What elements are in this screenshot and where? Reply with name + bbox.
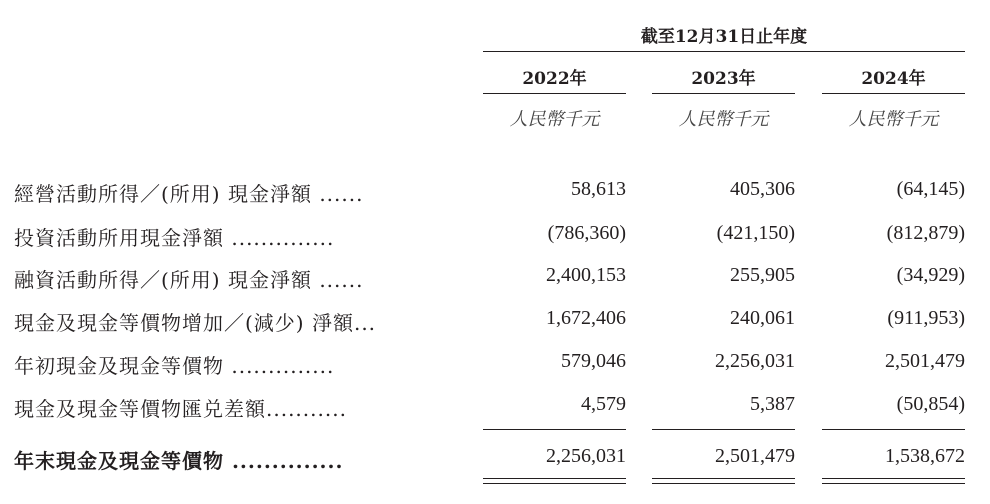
double-rule-2022-a bbox=[483, 478, 626, 479]
row-value-2022: 1,672,406 bbox=[546, 307, 626, 329]
year-2024-header: 2024年 bbox=[861, 69, 926, 89]
total-value-2023: 2,501,479 bbox=[715, 445, 795, 467]
row-value-2024: 2,501,479 bbox=[885, 350, 965, 372]
header-rule bbox=[483, 51, 965, 52]
table-row bbox=[0, 222, 990, 262]
year-rule-2023 bbox=[652, 93, 795, 94]
row-label: 現金及現金等價物匯兑差額........... bbox=[14, 397, 347, 421]
row-value-2023: 405,306 bbox=[730, 178, 795, 200]
row-label: 年初現金及現金等價物 .............. bbox=[14, 354, 335, 378]
unit-label-2024: 人民幣千元 bbox=[848, 109, 939, 130]
row-value-2022: 2,400,153 bbox=[546, 264, 626, 286]
table-row bbox=[0, 350, 990, 390]
row-value-2024: (50,854) bbox=[896, 393, 965, 415]
subtotal-rule-2023 bbox=[652, 429, 795, 430]
period-header: 截至12月31日止年度 bbox=[640, 27, 808, 47]
row-value-2023: (421,150) bbox=[716, 222, 795, 244]
row-label: 融資活動所得／(所用) 現金淨額 ...... bbox=[14, 268, 364, 292]
row-label: 現金及現金等價物增加／(減少) 淨額... bbox=[14, 311, 377, 335]
row-value-2023: 5,387 bbox=[750, 393, 795, 415]
row-value-2023: 2,256,031 bbox=[715, 350, 795, 372]
double-rule-2023-a bbox=[652, 478, 795, 479]
total-value-2024: 1,538,672 bbox=[885, 445, 965, 467]
row-value-2022: (786,360) bbox=[547, 222, 626, 244]
total-row bbox=[0, 445, 990, 485]
row-value-2022: 58,613 bbox=[571, 178, 626, 200]
table-row bbox=[0, 393, 990, 433]
row-label: 經營活動所得／(所用) 現金淨額 ...... bbox=[14, 182, 364, 206]
row-value-2024: (812,879) bbox=[886, 222, 965, 244]
total-value-2022: 2,256,031 bbox=[546, 445, 626, 467]
table-row bbox=[0, 307, 990, 347]
row-value-2022: 4,579 bbox=[581, 393, 626, 415]
subtotal-rule-2022 bbox=[483, 429, 626, 430]
year-rule-2022 bbox=[483, 93, 626, 94]
year-rule-2024 bbox=[822, 93, 965, 94]
row-value-2024: (34,929) bbox=[896, 264, 965, 286]
double-rule-2023-b bbox=[652, 483, 795, 484]
row-value-2023: 240,061 bbox=[730, 307, 795, 329]
year-2023-header: 2023年 bbox=[691, 69, 756, 89]
table-row bbox=[0, 178, 990, 218]
total-label: 年末現金及現金等價物 .............. bbox=[14, 449, 344, 473]
row-value-2024: (64,145) bbox=[896, 178, 965, 200]
row-value-2023: 255,905 bbox=[730, 264, 795, 286]
unit-label-2022: 人民幣千元 bbox=[509, 109, 600, 130]
double-rule-2024-b bbox=[822, 483, 965, 484]
row-value-2022: 579,046 bbox=[561, 350, 626, 372]
subtotal-rule-2024 bbox=[822, 429, 965, 430]
row-label: 投資活動所用現金淨額 .............. bbox=[14, 226, 335, 250]
double-rule-2024-a bbox=[822, 478, 965, 479]
double-rule-2022-b bbox=[483, 483, 626, 484]
row-value-2024: (911,953) bbox=[887, 307, 965, 329]
unit-label-2023: 人民幣千元 bbox=[678, 109, 769, 130]
table-row bbox=[0, 264, 990, 304]
year-2022-header: 2022年 bbox=[522, 69, 587, 89]
